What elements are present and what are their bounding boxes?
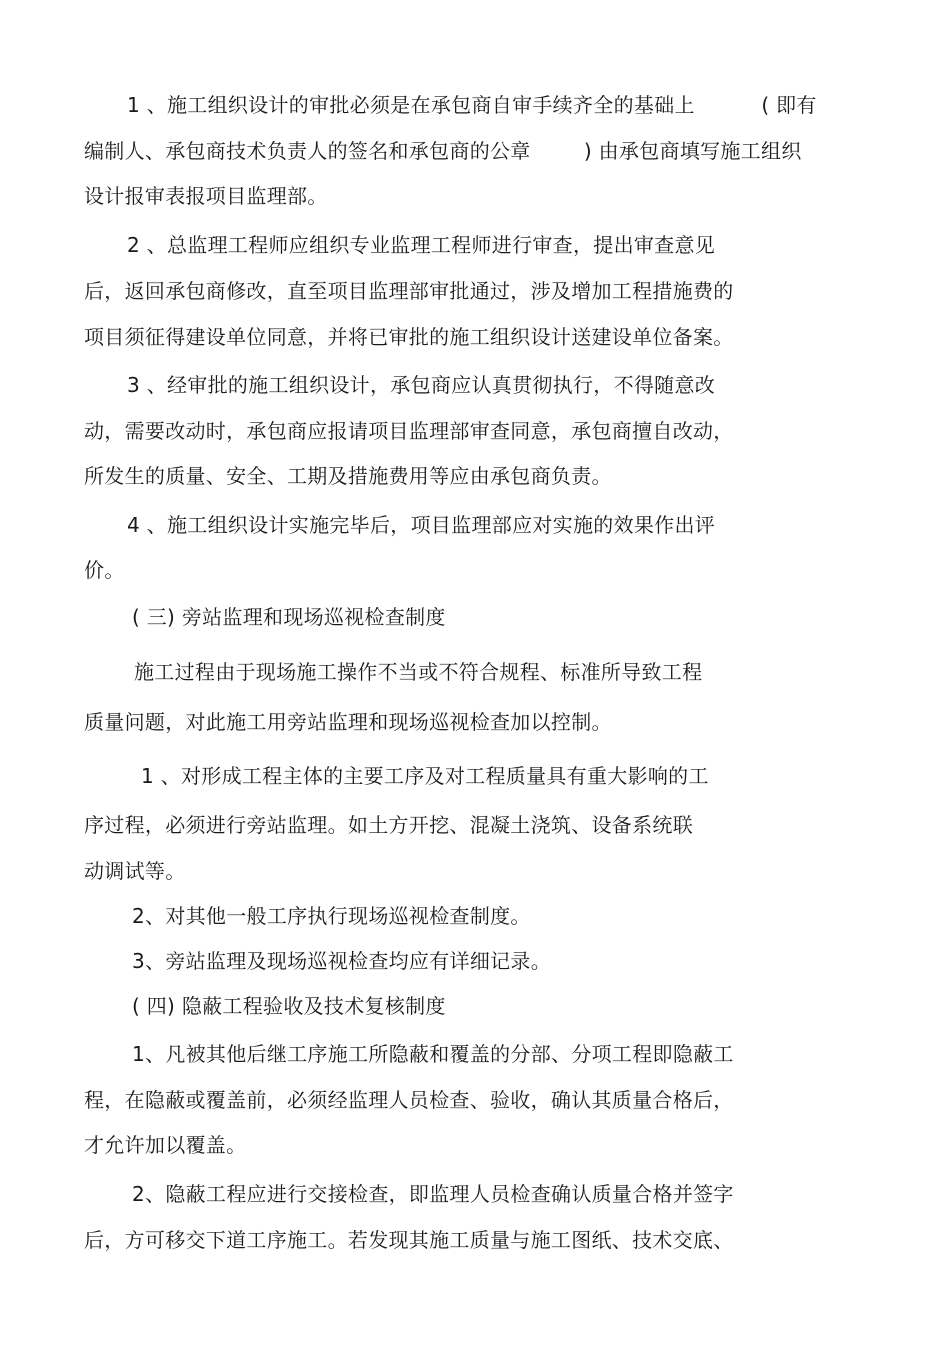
text-line-13: 施工过程由于现场施工操作不当或不符合规程、标准所导致工程 — [134, 660, 703, 684]
text-line-23: 才允许加以覆盖。 — [84, 1133, 247, 1157]
text-line-1: 1 、施工组织设计的审批必须是在承包商自审手续齐全的基础上 ( 即有 — [127, 93, 817, 117]
text-line-24: 2、隐蔽工程应进行交接检查，即监理人员检查确认质量合格并签字 — [132, 1182, 734, 1206]
text-line-2: 编制人、承包商技术负责人的签名和承包商的公章 ) 由承包商填写施工组织 — [84, 139, 802, 163]
text-line-3: 设计报审表报项目监理部。 — [84, 184, 328, 208]
text-line-18: 2、对其他一般工序执行现场巡视检查制度。 — [132, 904, 531, 928]
text-line-4: 2 、总监理工程师应组织专业监理工程师进行审查，提出审查意见 — [127, 233, 716, 257]
text-line-16: 序过程，必须进行旁站监理。如土方开挖、混凝土浇筑、设备系统联 — [84, 813, 693, 837]
text-line-25: 后，方可移交下道工序施工。若发现其施工质量与施工图纸、技术交底、 — [84, 1228, 734, 1252]
section-heading-4: ( 四) 隐蔽工程验收及技术复核制度 — [132, 994, 446, 1018]
text-line-22: 程，在隐蔽或覆盖前，必须经监理人员检查、验收，确认其质量合格后， — [84, 1088, 734, 1112]
text-line-15: 1 、对形成工程主体的主要工序及对工程质量具有重大影响的工 — [141, 764, 709, 788]
text-line-14: 质量问题，对此施工用旁站监理和现场巡视检查加以控制。 — [84, 710, 612, 734]
text-line-8: 动，需要改动时，承包商应报请项目监理部审查同意，承包商擅自改动， — [84, 419, 734, 443]
text-line-9: 所发生的质量、安全、工期及措施费用等应由承包商负责。 — [84, 464, 612, 488]
text-line-7: 3 、经审批的施工组织设计，承包商应认真贯彻执行，不得随意改 — [127, 373, 716, 397]
text-line-19: 3、旁站监理及现场巡视检查均应有详细记录。 — [132, 949, 552, 973]
text-line-10: 4 、施工组织设计实施完毕后，项目监理部应对实施的效果作出评 — [127, 513, 716, 537]
text-line-11: 价。 — [84, 558, 125, 582]
text-line-6: 项目须征得建设单位同意，并将已审批的施工组织设计送建设单位备案。 — [84, 325, 734, 349]
text-line-5: 后，返回承包商修改，直至项目监理部审批通过，涉及增加工程措施费的 — [84, 279, 734, 303]
section-heading-3: ( 三) 旁站监理和现场巡视检查制度 — [132, 605, 446, 629]
text-line-17: 动调试等。 — [84, 859, 186, 883]
text-line-21: 1、凡被其他后继工序施工所隐蔽和覆盖的分部、分项工程即隐蔽工 — [132, 1042, 734, 1066]
